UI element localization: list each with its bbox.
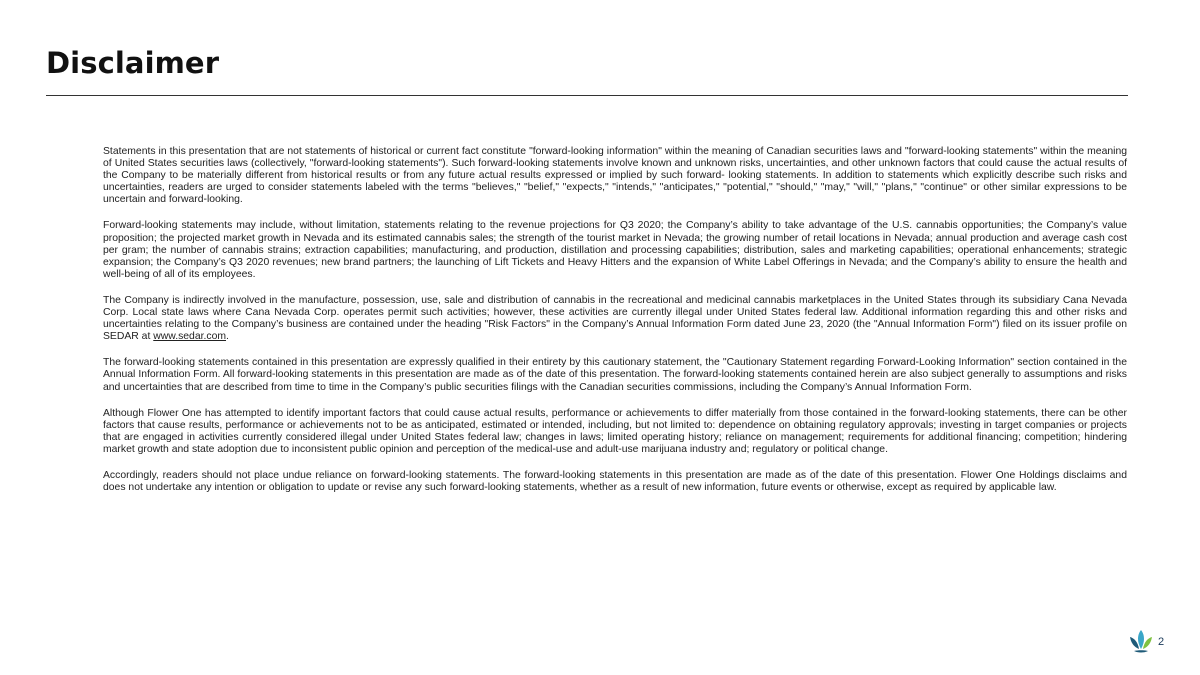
leaf-base-icon xyxy=(1134,650,1148,652)
paragraph-undue-reliance xyxy=(103,470,1127,494)
paragraph-forward-looking-topics xyxy=(103,220,1127,280)
slide-title: Disclaimer xyxy=(46,46,220,80)
paragraph-text: Accordingly, readers should not place undue reliance on forward-looking statements. The forward-looking statements in this presentation are made as of the date of this presentation. Flower One Holdings disclaims and does not undertake any intention or obligation to update or revise any such forward-looking statements, whether as a result of new information, future events or otherwise, except as required by applicable law. xyxy=(103,469,1127,494)
sedar-link[interactable]: www.sedar.com xyxy=(153,331,227,343)
paragraph-text: Although Flower One has attempted to identify important factors that could cause actual results, performance or achievements to differ materially from those contained in the forward-looking statements, there can be other factors that cause results, performance or achievements not to be as anticipated, estimated or intended, including, but not limited to: dependence on obtaining regulatory approvals; investing in target companies or projects that are engaged in activities currently considered illegal under United States federal law; changes in laws; limited operating history; reliance on management; requirements for additional financing; competition; hindering market growth and state adoption due to inconsistent public opinion and perception of the medical-use and adult-use marijuana industry and; regulatory or political change. xyxy=(103,407,1127,455)
paragraph-forward-looking-definition xyxy=(103,146,1127,206)
paragraph-risk-factors xyxy=(103,408,1127,456)
paragraph-text: The Company is indirectly involved in the manufacture, possession, use, sale and distribution of cannabis in the recreational and medicinal cannabis marketplaces in the United States through its subsidiary Cana Nevada Corp. Local state laws where Cana Nevada Corp. operates permit such activities; however, these activities are currently illegal under United States federal law. Additional information regarding this and other risks and uncertainties relating to the Company’s business are contained under the heading "Risk Factors" in the Company’s Annual Information Form dated June 23, 2020 (the "Annual Information Form") filed on its issuer profile on SEDAR at xyxy=(103,294,1127,343)
paragraph-cannabis-involvement xyxy=(103,295,1127,343)
leaf-right-icon xyxy=(1143,637,1152,649)
paragraph-text: Forward-looking statements may include, without limitation, statements relating to the revenue projections for Q3 2020; the Company’s ability to take advantage of the U.S. cannabis opportunities; the Company’s value proposition; the projected market growth in Nevada and its estimated cannabis sales; the strength of the tourist market in Nevada; the growing number of retail locations in Nevada; annual production and average cash cost per gram; the number of cannabis strains; extraction capabilities; manufacturing, and production, distillation and processing capabilities; distribution, sales and marketing capabilities; operational enhancements; strategic expansion; the Company’s Q3 2020 revenues; new brand partners; the launching of Lift Tickets and Heavy Hitters and the expansion of White Label Offerings in Nevada; and the Company’s ability to ensure the health and well-being of all of its employees. xyxy=(103,220,1127,280)
disclaimer-body xyxy=(103,146,1127,508)
paragraph-tail: . xyxy=(226,331,229,343)
page-number: 2 xyxy=(1158,636,1165,648)
paragraph-text: The forward-looking statements contained in this presentation are expressly qualified in their entirety by this cautionary statement, the "Cautionary Statement regarding Forward-Looking Information" section contained in the Annual Information Form. All forward-looking statements in this presentation are made as of the date of this presentation. The forward-looking statements contained herein are also subject generally to assumptions and risks and uncertainties that are described from time to time in the Company’s public securities filings with the Canadian securities commissions, including the Company’s Annual Information Form. xyxy=(103,357,1127,393)
paragraph-cautionary-statement xyxy=(103,357,1127,393)
leaf-center-icon xyxy=(1138,630,1144,649)
paragraph-text: Statements in this presentation that are not statements of historical or current fact constitute "forward-looking information" within the meaning of Canadian securities laws and "forward-looking statements" within the meaning of United States securities laws (collectively, "forward-looking statements"). Such forward-looking statements involve known and unknown risks, uncertainties, and other unknown factors that could cause the actual results of the Company to be materially different from historical results or from any future actual results expressed or implied by such forward- looking statements. In addition to statements which explicitly describe such risks and uncertainties, readers are urged to consider statements labeled with the terms "believes," "belief," "expects," "intends," "anticipates," "potential," "should," "may," "will," "plans," "continue" or other similar expressions to be uncertain and forward-looking. xyxy=(103,146,1127,206)
leaf-logo-icon xyxy=(1128,628,1154,654)
title-divider xyxy=(46,95,1128,96)
leaf-left-icon xyxy=(1130,637,1139,649)
